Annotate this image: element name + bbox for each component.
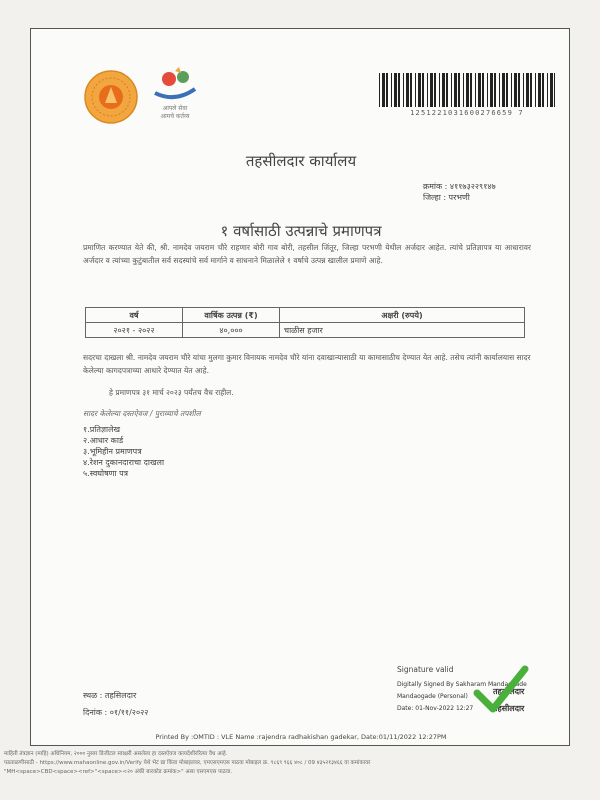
maharashtra-emblem-icon [83,69,139,125]
place: स्थळ : तहसिलदार [83,691,137,700]
list-item: ३.भूमिहीन प्रमाणपत्र [83,447,142,456]
list-item: १.प्रतिज्ञालेख [83,425,121,434]
office-title: तहसीलदार कार्यालय [245,152,357,170]
signature-line-3: Date: 01-Nov-2022 12:27 [397,705,474,712]
income-table-header [86,308,525,323]
list-item: ४.रेशन दुकानदाराचा दाखला [83,458,165,467]
signature-line-1: Digitally Signed By Sakharam Mandaogade [397,681,527,688]
footer-note [4,750,594,777]
certificate-page [30,28,570,746]
certificate-title: १ वर्षासाठी उत्पन्नाचे प्रमाणपत्र [220,222,382,240]
purpose-paragraph: सदरचा दाखला श्री. नामदेव जयराम चौरे यांचा मुलगा कुमार विनायक नामदेव चौरे यांना दवाखान्यासाठी या कामासाठीच देण्यात येत आहे. तसेच त्यांनी कार्यालयास सादर केलेल्या कागदपत्राच्या आधारे देण्यात येत आहे. [83,353,531,375]
cell-income: ४०,००० [183,323,280,338]
income-table [85,307,525,338]
barcode-number: 1251221031600276659 7 [410,109,524,117]
intro-paragraph: प्रमाणित करण्यात येते की, श्री. नामदेव जयराम चौरे राहणार बोरी गाव बोरी, तहसील जिंतूर, जिल्हा परभणी येथील अर्जदार आहेत. त्यांचे प्रतिज्ञापत्र या आधारावर अर्जदार व त्यांच्या कुटुंबातील सर्व सदस्यांचे सर्व मार्गाने व साधनाने मिळालेले १ वर्षाचे उत्पन्न खालील प्रमाणे आहे. [83,243,531,265]
aaple-sarkar-logo-icon [149,65,201,105]
logo-caption-1: आपले सेवा [162,105,188,112]
signature-valid: Signature valid [397,665,454,674]
logo-caption-2: आमचे कर्तव्य [160,113,190,120]
barcode-icon [379,73,555,107]
place-date [83,687,148,721]
designation-1: तहसीलदार [493,687,525,696]
header-year: वर्ष [86,308,183,323]
header-in-words: अक्षरी (रुपये) [280,308,525,323]
designation-2: तहसीलदार [493,704,525,713]
reference-district: जिल्हा : परभणी [423,193,470,202]
footer-line-3: "MH<space>CBD<space><ref>"<space><२० अंकी बारकोड क्रमांक>" असा एसएमएस पाठवा. [4,769,233,775]
printed-by: Printed By :OMTID : VLE Name :rajendra radhakishan gadekar, Date:01/11/2022 12:27PM [155,733,447,741]
signature-line-2: Mandaogade (Personal) [397,693,468,700]
validity-note: हे प्रमाणपत्र ३१ मार्च २०२३ पर्यंतच वैध राहील. [109,388,234,397]
date: दिनांक : ०१/११/२०२२ [83,708,149,717]
check-mark-icon [471,659,531,719]
cell-in-words: चाळीस हजार [280,323,525,338]
reference-block [423,181,496,203]
reference-number: क्रमांक : ४११७३२२९१४७ [423,182,496,191]
cell-year: २०२१ - २०२२ [86,323,183,338]
aaple-sarkar-logo [149,65,201,131]
table-row [86,323,525,338]
list-item: २.आधार कार्ड [83,436,124,445]
documents-heading: सादर केलेल्या दस्तऐवज / पुराव्याचे तपशील [83,409,201,418]
footer-line-2: पडताळणीसाठी - https://www.mahaonline.gov.in/Verify येथे भेट द्या किंवा मोबाइलवर, एमएसएमएस पाठवा मोबाइल क्र. ९८६९ ९६६ ४०८ / 09 ४३५२१३४६६ वा कमांकावर [4,760,371,766]
header-annual-income: वार्षिक उत्पन्न (₹) [183,308,280,323]
documents-list [83,424,164,479]
footer-line-1: माहिती तंत्रज्ञान (माहि) अधिनियम, २००० नुसार डिजीटल स्वाक्षरी असलेला हा दस्तऐवज कायदेशीररित्या वैध आहे. [4,751,228,757]
list-item: ५.स्वघोषणा पत्र [83,469,129,478]
